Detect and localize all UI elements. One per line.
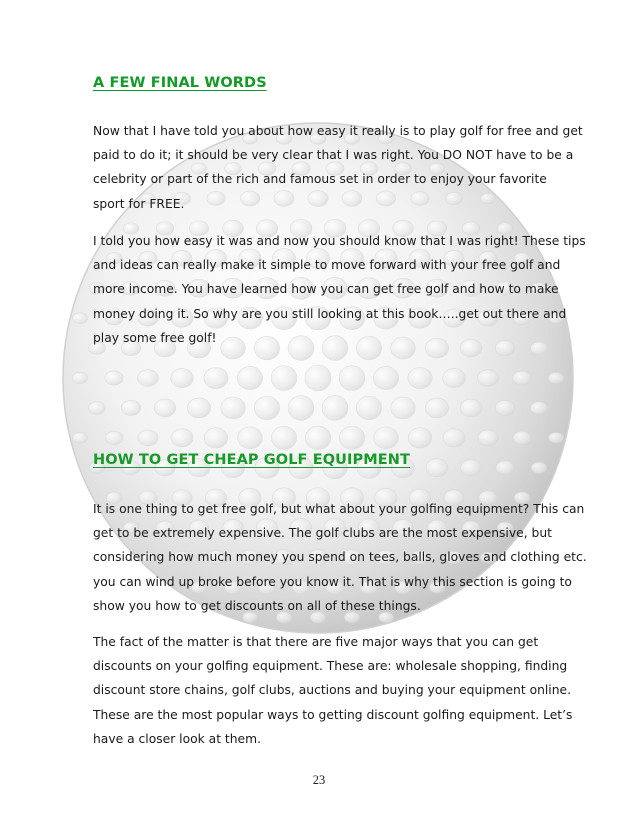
section-heading-cheap-equipment: HOW TO GET CHEAP GOLF EQUIPMENT	[93, 452, 411, 468]
text-line: Now that I have told you about how easy it really is to play golf for free and get	[93, 124, 583, 138]
text-line: These are the most popular ways to getting discount golfing equipment. Let’s	[93, 707, 573, 722]
text-line: discounts on your golfing equipment. These are: wholesale shopping, finding	[93, 659, 568, 674]
text-line: money doing it. So why are you still looking at this book…..get out there and	[93, 306, 567, 321]
text-line: It is one thing to get free golf, but what about your golfing equipment? This can	[93, 502, 585, 516]
paragraph-cheap-equipment-2	[93, 630, 573, 751]
text-line: paid to do it; it should be very clear that I was right. You DO NOT have to be a	[93, 148, 574, 163]
text-line: discount store chains, golf clubs, auctions and buying your equipment online.	[93, 683, 571, 698]
page-number: 23	[312, 773, 326, 787]
text-line: have a closer look at them.	[93, 731, 261, 746]
text-line: get to be extremely expensive. The golf clubs are the most expensive, but	[93, 526, 552, 541]
text-line: The fact of the matter is that there are five major ways that you can get	[93, 635, 539, 649]
text-line: play some free golf!	[93, 330, 217, 345]
text-line: considering how much money you spend on tees, balls, gloves and clothing etc.	[93, 550, 587, 565]
paragraph-cheap-equipment-1	[93, 497, 587, 618]
text-line: I told you how easy it was and now you should know that I was right! These tips	[93, 234, 586, 248]
text-line: you can wind up broke before you know it. That is why this section is going to	[93, 574, 572, 589]
text-line: celebrity or part of the rich and famous set in order to enjoy your favorite	[93, 172, 547, 187]
text-line: and ideas can really make it simple to move forward with your free golf and	[93, 258, 561, 273]
paragraph-final-words-2	[93, 229, 586, 350]
text-line: more income. You have learned how you can get free golf and how to make	[93, 282, 559, 297]
paragraph-final-words-1	[93, 119, 583, 216]
section-heading-final-words: A FEW FINAL WORDS	[93, 75, 267, 91]
text-line: show you how to get discounts on all of these things.	[93, 598, 421, 613]
text-line: sport for FREE.	[93, 196, 185, 211]
